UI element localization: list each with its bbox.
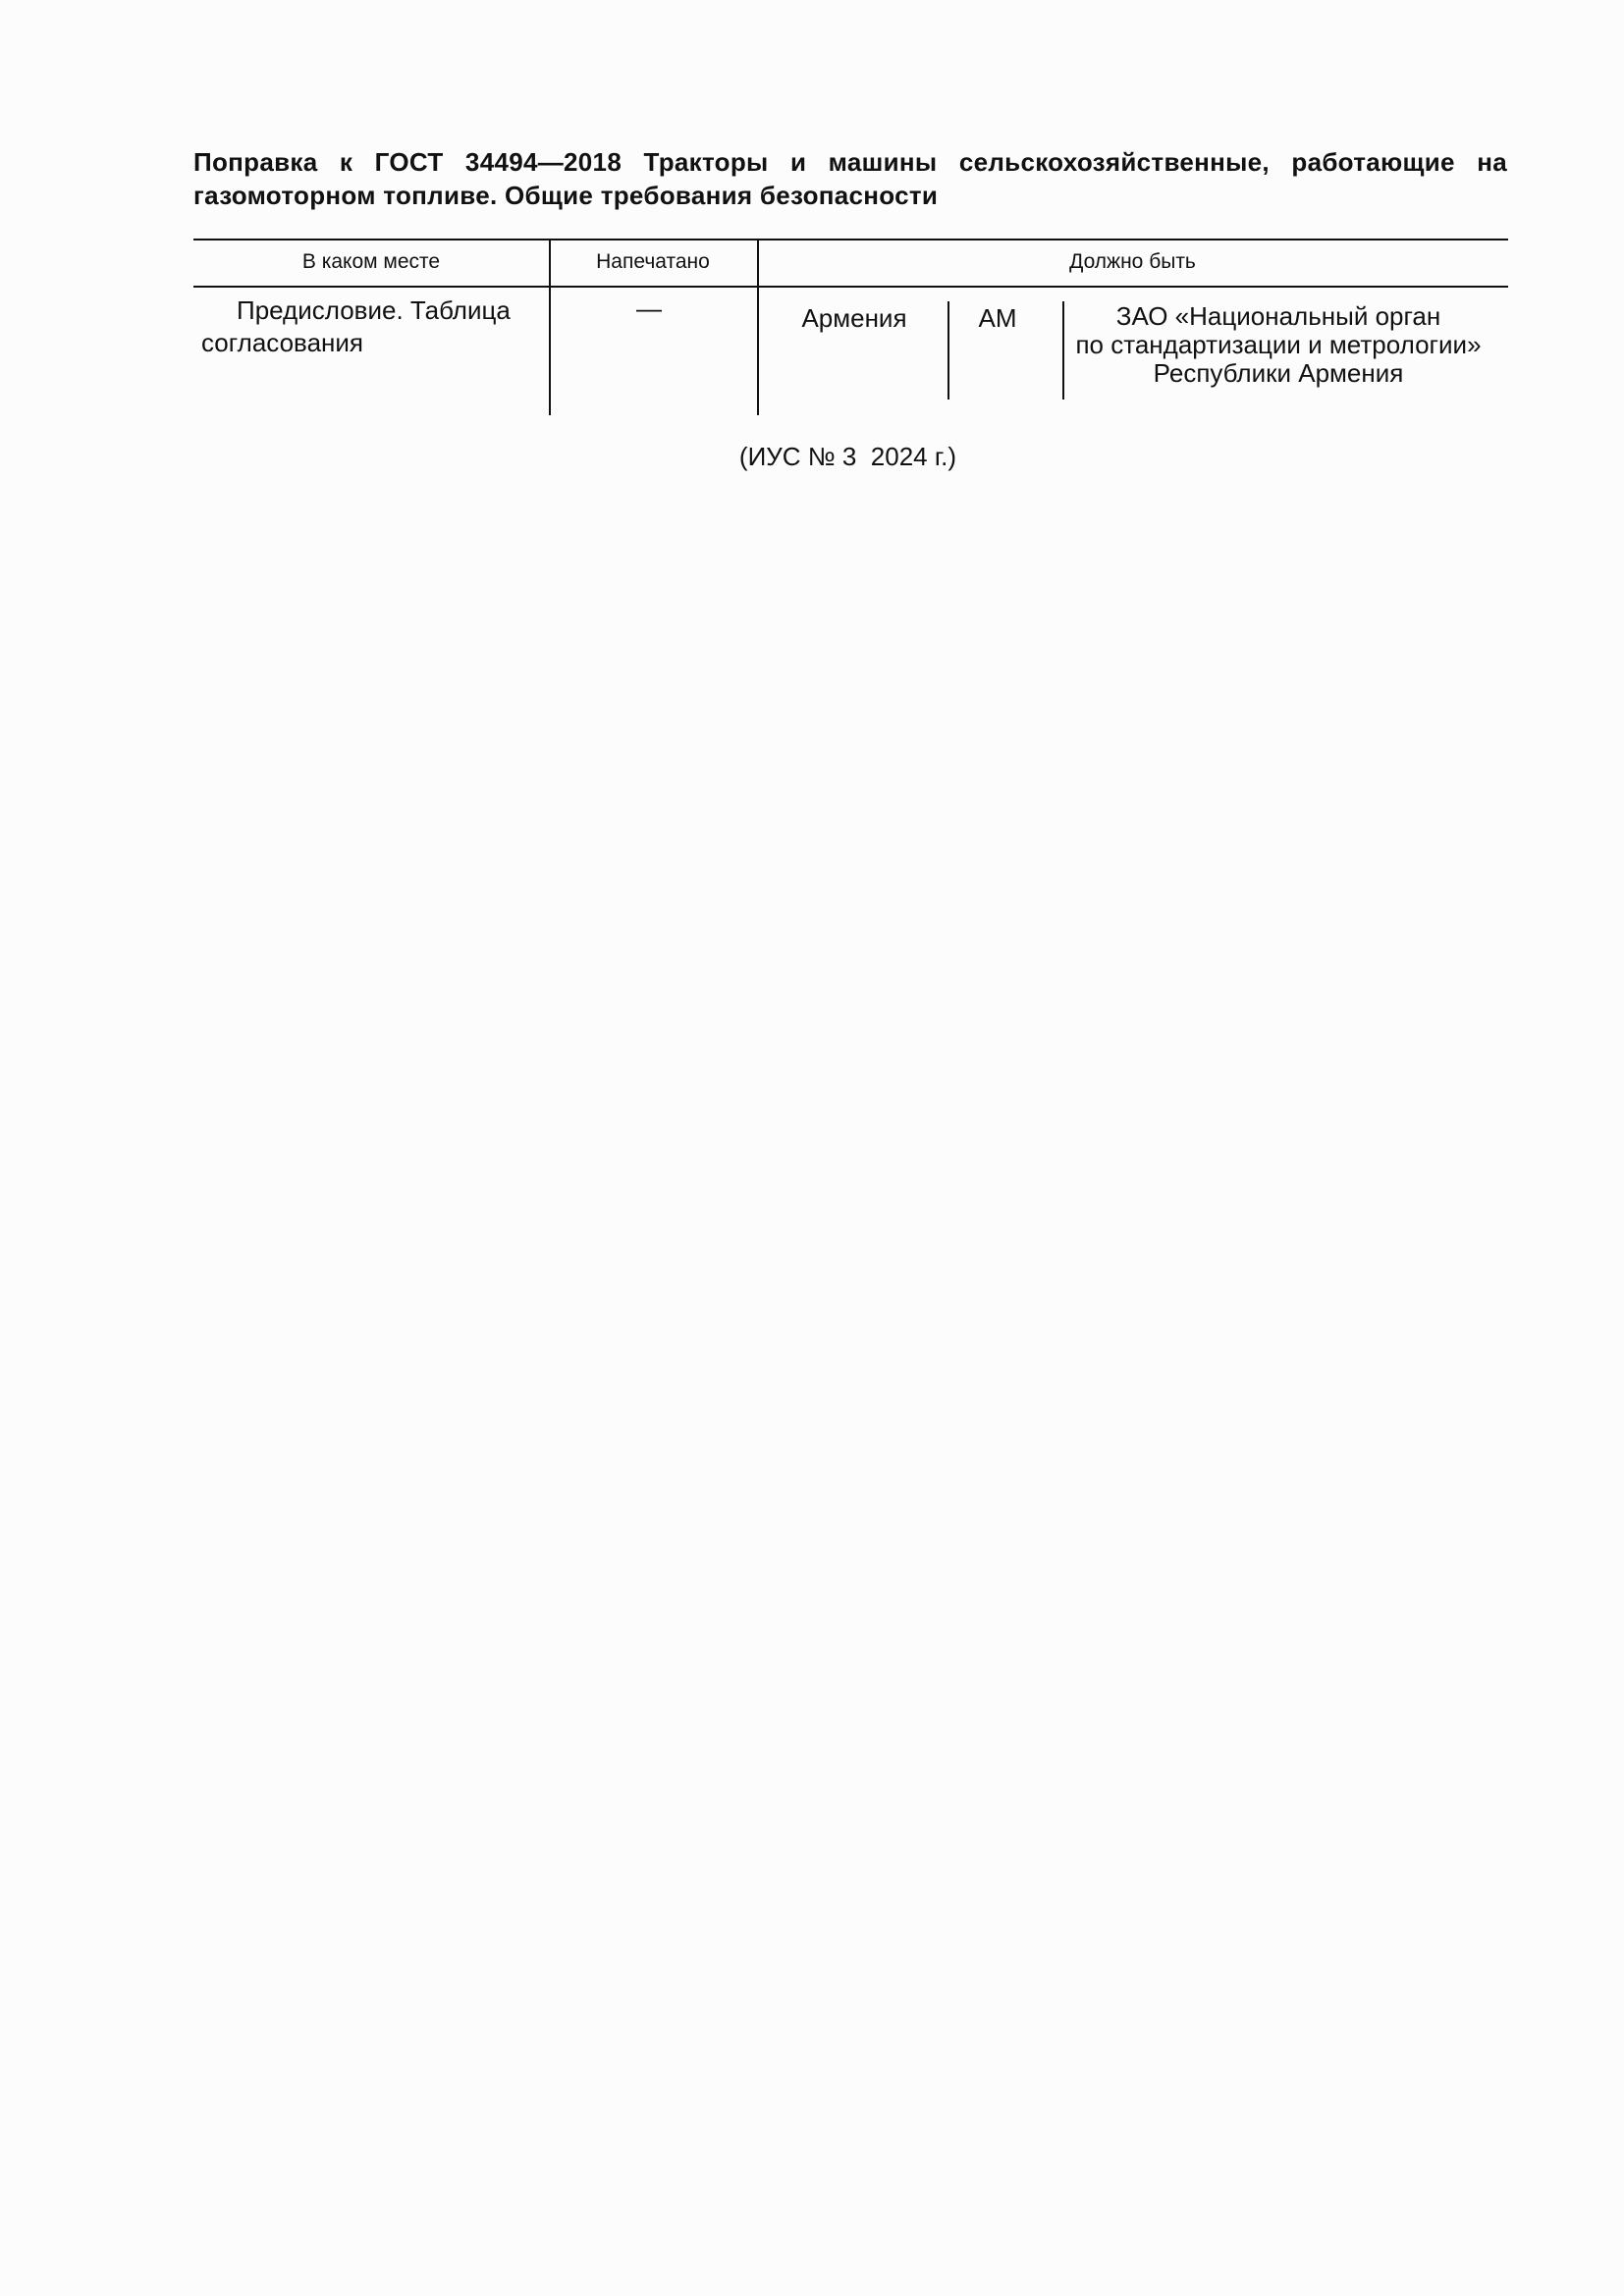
footer-issue-text: (ИУС № 3 2024 г.)	[738, 442, 957, 471]
header-printed: Напечатано	[596, 250, 710, 273]
header-place: В каком месте	[301, 250, 441, 273]
cell-country: Армения	[801, 303, 907, 333]
document-title: Поправка к ГОСТ 34494—2018 Тракторы и машины сельскохозяйственные, работающие на газомоторном топливе. Общие требования безопасности	[193, 147, 1507, 210]
cell-country-code: AM	[978, 303, 1017, 333]
cell-organization	[1062, 302, 1494, 388]
header-should-be: Должно быть	[1069, 250, 1196, 273]
cell-place: Предисловие. Таблица согласования	[201, 295, 511, 357]
table-header-rule	[193, 286, 1508, 288]
organization-line-2: по стандартизации и метрологии»	[1075, 330, 1482, 359]
organization-line-3: Республики Армения	[1153, 358, 1404, 388]
cell-printed: —	[636, 294, 662, 323]
organization-line-1: ЗАО «Национальный орган	[1115, 301, 1441, 331]
table-top-rule	[193, 239, 1508, 240]
footer-issue	[0, 442, 1624, 472]
correction-table	[193, 239, 1508, 415]
